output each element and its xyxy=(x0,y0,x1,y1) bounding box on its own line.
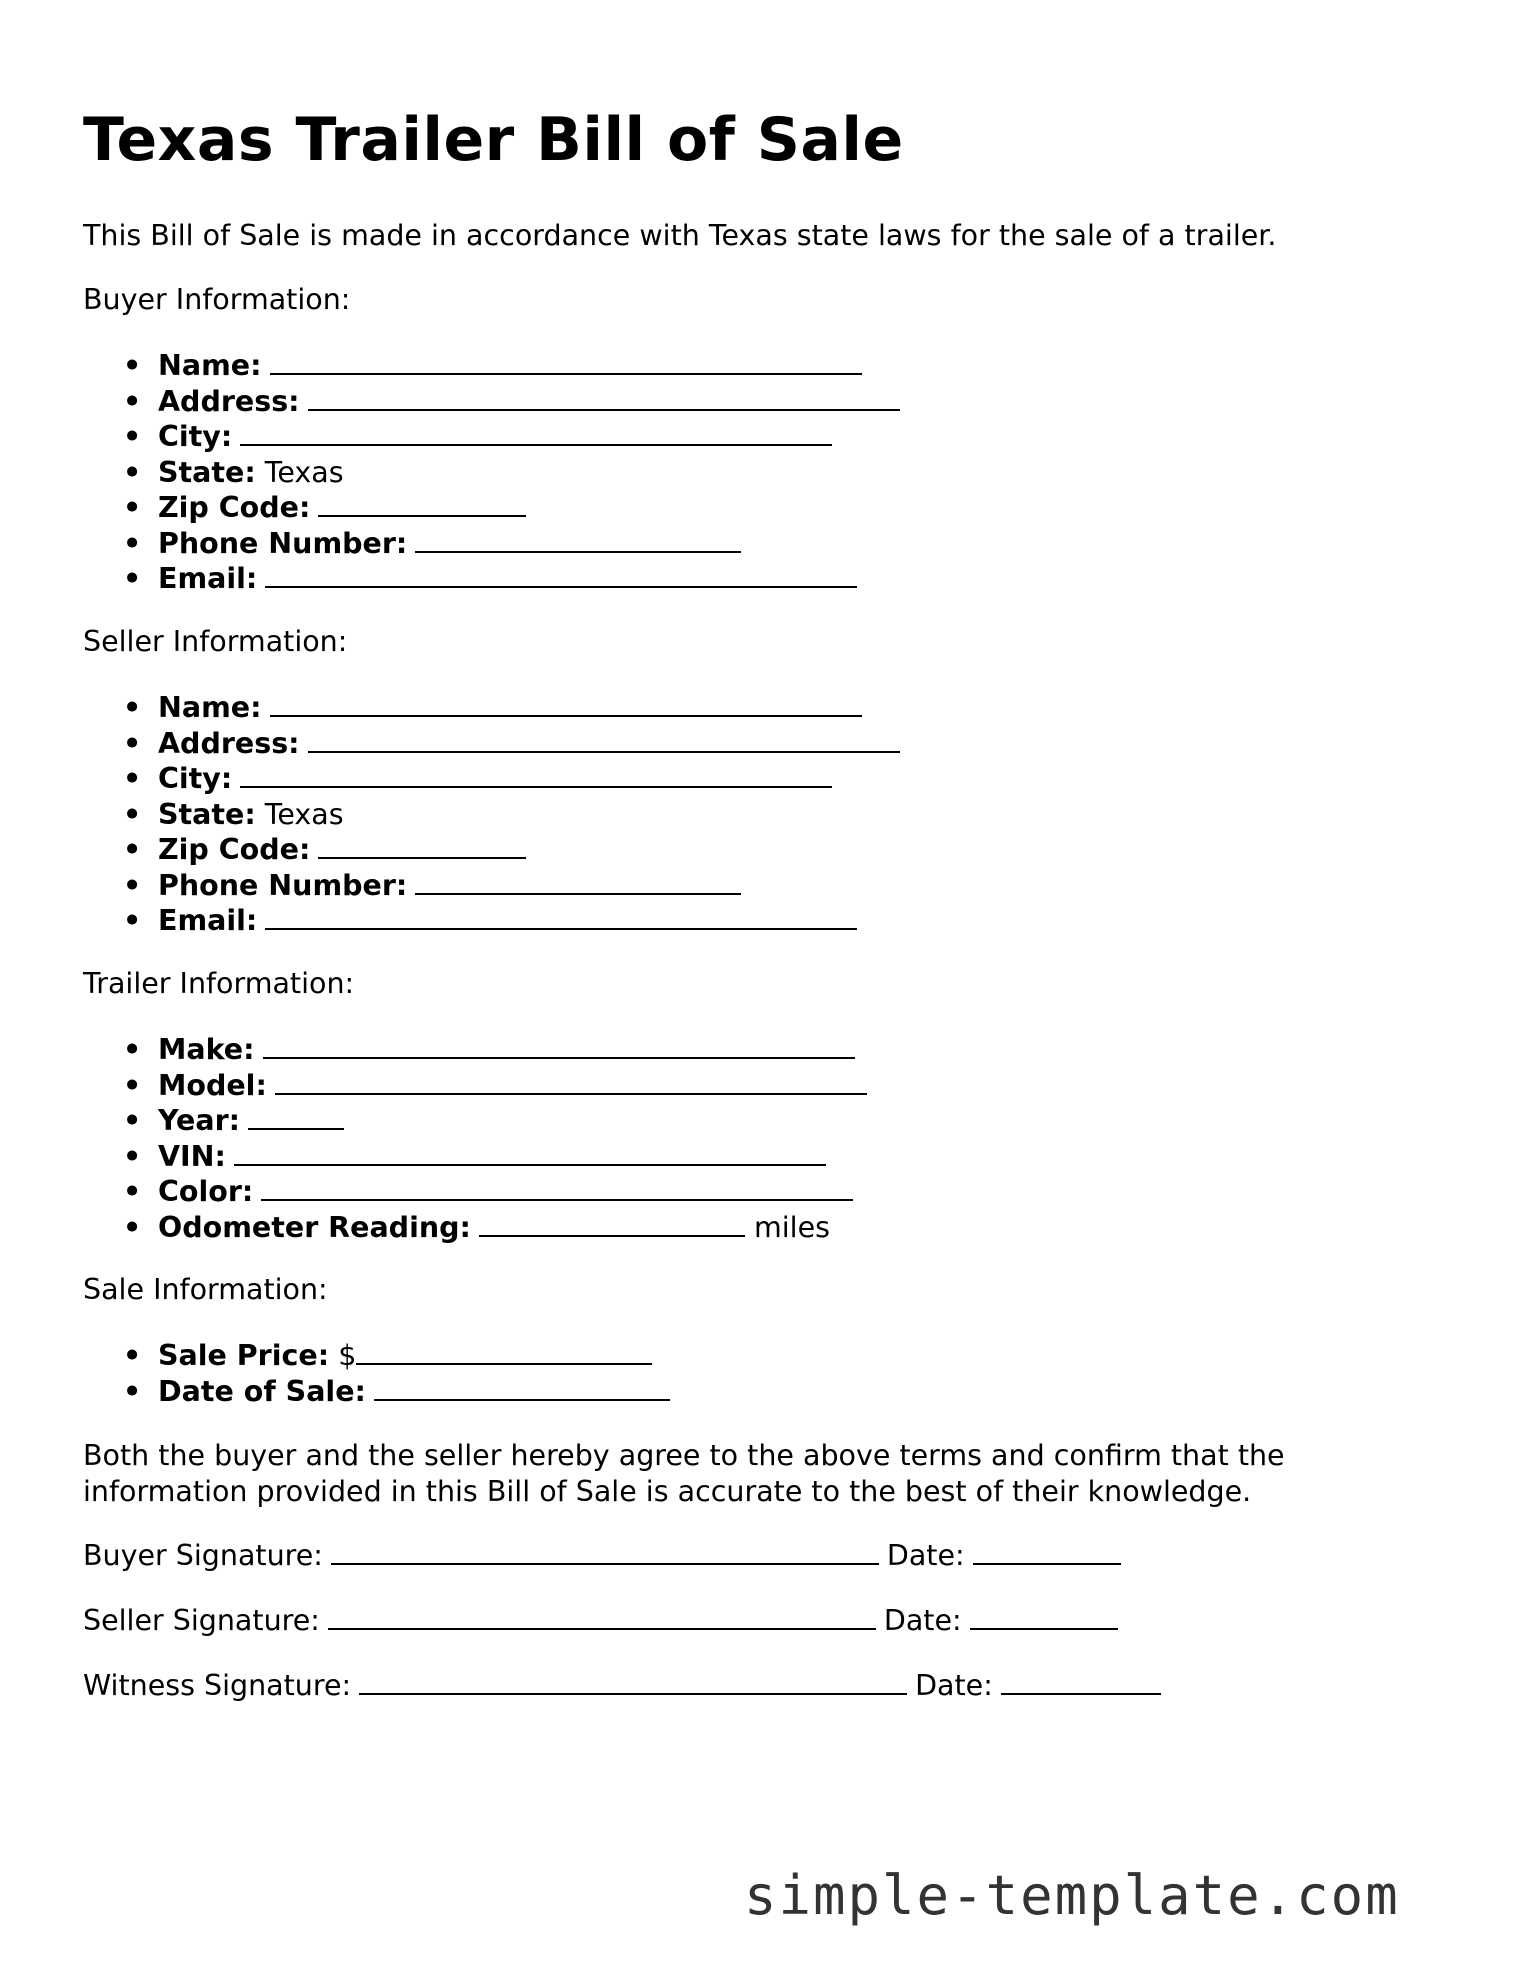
trailer-year-item: • Year: xyxy=(83,1103,867,1139)
witness-date-label: Date: xyxy=(915,1669,993,1702)
sale-date-item: • Date of Sale: xyxy=(83,1374,670,1410)
trailer-year-blank[interactable] xyxy=(248,1104,344,1130)
trailer-color-blank[interactable] xyxy=(261,1175,853,1201)
seller-heading: Seller Information: xyxy=(83,625,348,658)
buyer-name-blank[interactable] xyxy=(270,349,862,375)
page-title: Texas Trailer Bill of Sale xyxy=(83,105,904,175)
trailer-model-blank[interactable] xyxy=(275,1069,867,1095)
seller-email-item: • Email: xyxy=(83,903,900,939)
seller-city-blank[interactable] xyxy=(240,762,832,788)
seller-zip-item: • Zip Code: xyxy=(83,832,900,868)
seller-city-item: • City: xyxy=(83,761,900,797)
seller-date-blank[interactable] xyxy=(970,1604,1118,1630)
witness-signature-line xyxy=(83,1668,1169,1704)
trailer-heading: Trailer Information: xyxy=(83,967,355,1000)
seller-signature-line xyxy=(83,1603,1126,1639)
sale-heading: Sale Information: xyxy=(83,1273,328,1306)
seller-zip-blank[interactable] xyxy=(318,833,526,859)
seller-phone-blank[interactable] xyxy=(415,869,741,895)
witness-date-blank[interactable] xyxy=(1001,1669,1161,1695)
seller-field-list xyxy=(83,690,900,939)
sale-price-item: • Sale Price: $ xyxy=(83,1338,670,1374)
seller-state-item: • State: Texas xyxy=(83,797,900,833)
witness-signature-label: Witness Signature: xyxy=(83,1669,352,1702)
buyer-signature-line xyxy=(83,1538,1129,1574)
buyer-zip-item: • Zip Code: xyxy=(83,490,900,526)
seller-signature-label: Seller Signature: xyxy=(83,1604,320,1637)
buyer-email-blank[interactable] xyxy=(265,562,857,588)
buyer-zip-blank[interactable] xyxy=(318,491,526,517)
buyer-email-item: • Email: xyxy=(83,561,900,597)
witness-signature-blank[interactable] xyxy=(359,1669,907,1695)
seller-address-item: • Address: xyxy=(83,726,900,762)
seller-name-blank[interactable] xyxy=(270,691,862,717)
trailer-color-item: • Color: xyxy=(83,1174,867,1210)
seller-email-blank[interactable] xyxy=(265,904,857,930)
buyer-date-blank[interactable] xyxy=(973,1539,1121,1565)
currency-symbol: $ xyxy=(338,1339,357,1372)
agreement-line-2: information provided in this Bill of Sale is accurate to the best of their knowledge. xyxy=(83,1475,1252,1508)
agreement-line-1: Both the buyer and the seller hereby agree to the above terms and confirm that the xyxy=(83,1439,1285,1472)
trailer-vin-item: • VIN: xyxy=(83,1139,867,1175)
trailer-odometer-item: • Odometer Reading: miles xyxy=(83,1210,867,1246)
buyer-state-value: Texas xyxy=(264,455,344,489)
trailer-make-item: • Make: xyxy=(83,1032,867,1068)
buyer-city-blank[interactable] xyxy=(240,420,832,446)
seller-date-label: Date: xyxy=(883,1604,962,1637)
buyer-phone-blank[interactable] xyxy=(415,527,741,553)
footer-watermark: simple-template.com xyxy=(744,1864,1400,1927)
seller-state-value: Texas xyxy=(264,797,344,831)
buyer-heading: Buyer Information: xyxy=(83,283,351,316)
buyer-phone-item: • Phone Number: xyxy=(83,526,900,562)
trailer-make-blank[interactable] xyxy=(263,1033,855,1059)
buyer-address-item: • Address: xyxy=(83,384,900,420)
buyer-city-item: • City: xyxy=(83,419,900,455)
trailer-odometer-blank[interactable] xyxy=(479,1211,745,1237)
intro-text: This Bill of Sale is made in accordance with Texas state laws for the sale of a trailer. xyxy=(83,219,1277,252)
buyer-address-blank[interactable] xyxy=(308,385,900,411)
buyer-field-list xyxy=(83,348,900,597)
sale-date-blank[interactable] xyxy=(374,1375,670,1401)
buyer-signature-blank[interactable] xyxy=(331,1539,879,1565)
buyer-date-label: Date: xyxy=(886,1539,965,1572)
trailer-field-list xyxy=(83,1032,867,1245)
odometer-unit: miles xyxy=(754,1210,830,1244)
sale-price-blank[interactable] xyxy=(356,1339,652,1365)
seller-signature-blank[interactable] xyxy=(328,1604,876,1630)
sale-field-list xyxy=(83,1338,670,1409)
buyer-state-item: • State: Texas xyxy=(83,455,900,491)
trailer-model-item: • Model: xyxy=(83,1068,867,1104)
seller-address-blank[interactable] xyxy=(308,727,900,753)
trailer-vin-blank[interactable] xyxy=(234,1140,826,1166)
buyer-signature-label: Buyer Signature: xyxy=(83,1539,323,1572)
seller-name-item: • Name: xyxy=(83,690,900,726)
seller-phone-item: • Phone Number: xyxy=(83,868,900,904)
buyer-name-item: • Name: xyxy=(83,348,900,384)
